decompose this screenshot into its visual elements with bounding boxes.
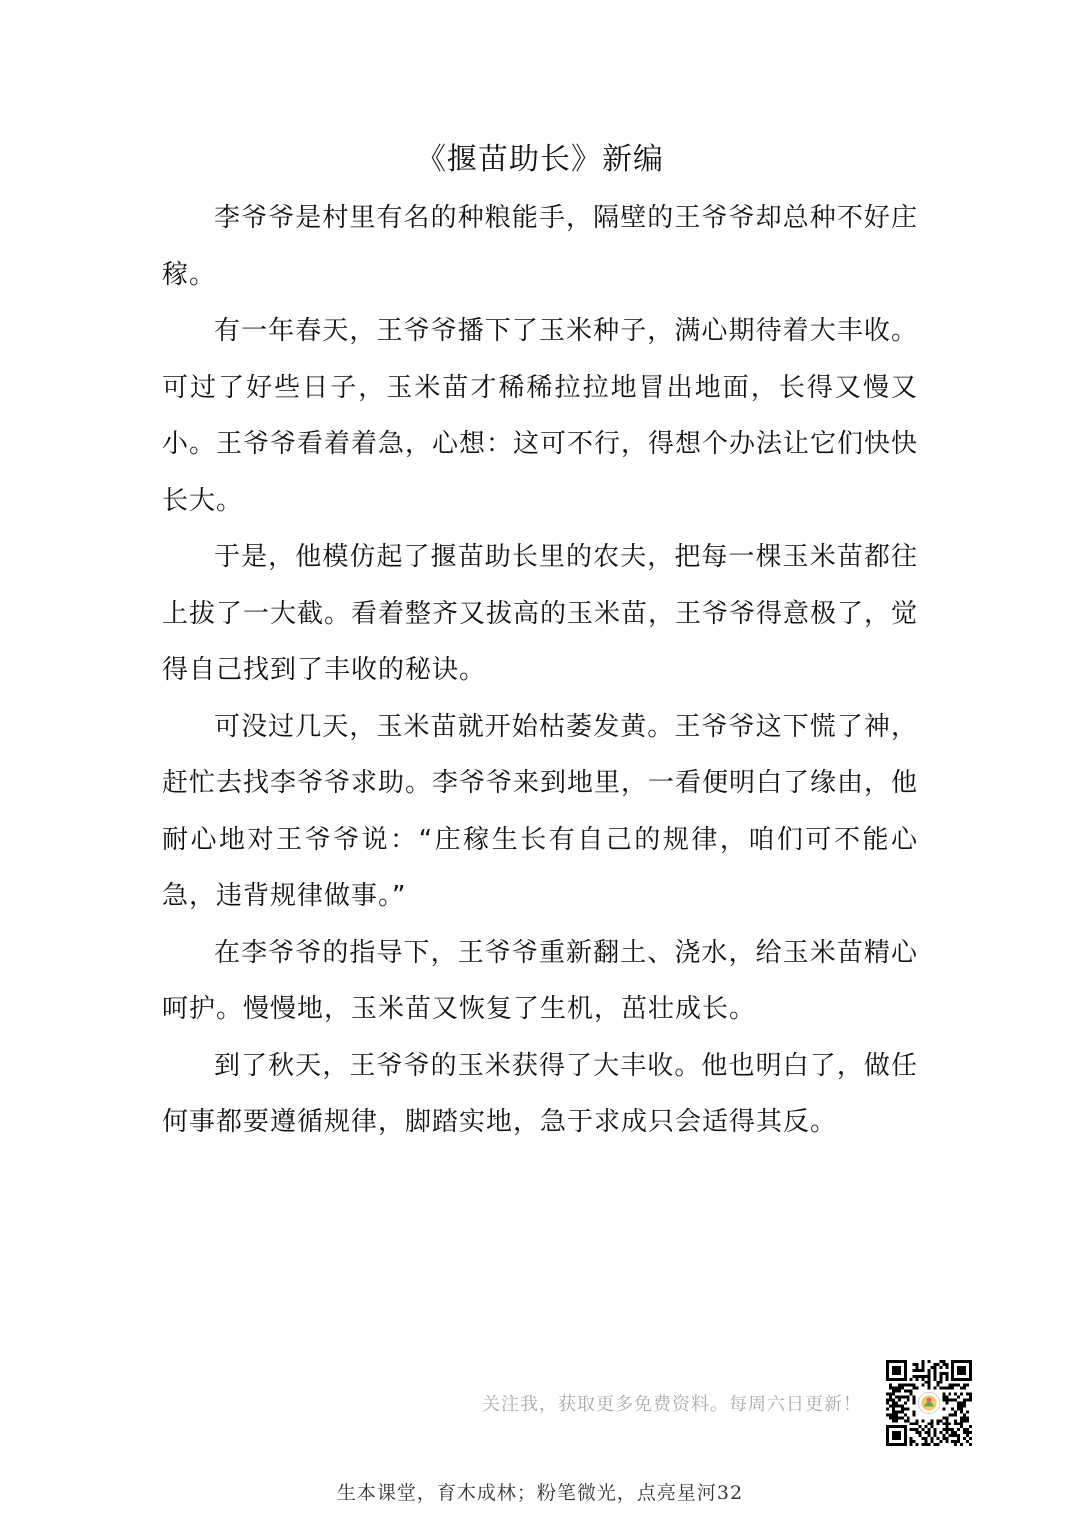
- follow-note: 关注我，获取更多免费资料。每周六日更新！: [482, 1394, 862, 1415]
- paragraph: 有一年春天，王爷爷播下了玉米种子，满心期待着大丰收。可过了好些日子，玉米苗才稀稀拉拉地冒出地面，长得又慢又小。王爷爷看着着急，心想：这可不行，得想个办法让它们快快长大。: [162, 316, 919, 516]
- qr-code-icon[interactable]: [886, 1360, 972, 1446]
- paragraph: 到了秋天，王爷爷的玉米获得了大丰收。他也明白了，做任何事都要遵循规律，脚踏实地，急于求成只会适得其反。: [162, 1050, 918, 1137]
- page-title: 《揠苗助长》新编: [416, 142, 664, 177]
- story-body: [162, 190, 918, 1151]
- footer-slogan: 生本课堂，育木成林；粉笔微光，点亮星河32: [336, 1482, 744, 1504]
- paragraph: 于是，他模仿起了揠苗助长里的农夫，把每一棵玉米苗都往上拔了一大截。看着整齐又拔高的玉米苗，王爷爷得意极了，觉得自己找到了丰收的秘诀。: [162, 542, 919, 685]
- paragraph: 李爷爷是村里有名的种粮能手，隔壁的王爷爷却总种不好庄稼。: [162, 203, 918, 290]
- paragraph: 可没过几天，玉米苗就开始枯萎发黄。王爷爷这下慌了神，赶忙去找李爷爷求助。李爷爷来到地里，一看便明白了缘由，他耐心地对王爷爷说：“庄稼生长有自己的规律，咱们可不能心急，违背规律做事。”: [162, 711, 919, 911]
- paragraph: 在李爷爷的指导下，王爷爷重新翻土、浇水，给玉米苗精心呵护。慢慢地，玉米苗又恢复了生机，茁壮成长。: [162, 937, 918, 1024]
